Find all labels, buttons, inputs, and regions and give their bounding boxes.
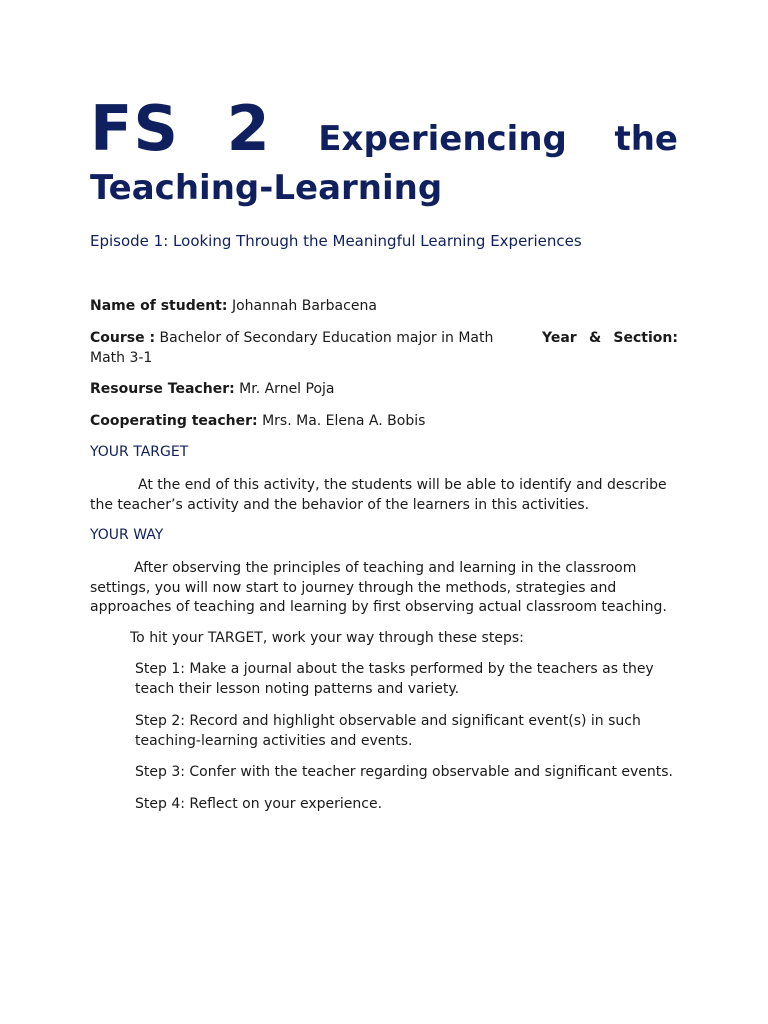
resource-teacher-value: Mr. Arnel Poja bbox=[239, 381, 335, 397]
course-label: Course : bbox=[90, 330, 156, 346]
episode-heading: Episode 1: Looking Through the Meaningful Learning Experiences bbox=[90, 232, 582, 250]
step-item bbox=[135, 795, 680, 815]
course-row bbox=[90, 329, 678, 368]
step-1-line-2: teach their lesson noting patterns and variety. bbox=[135, 680, 460, 697]
step-item bbox=[135, 712, 680, 751]
ampersand: & bbox=[588, 330, 602, 346]
resource-teacher-row bbox=[90, 380, 335, 400]
student-name-value: Johannah Barbacena bbox=[231, 298, 377, 314]
your-way-heading: YOUR WAY bbox=[90, 527, 164, 543]
year-section-value: Math 3-1 bbox=[90, 349, 153, 366]
title-number: 2 bbox=[226, 92, 271, 165]
your-target-heading: YOUR TARGET bbox=[90, 444, 189, 460]
step-4-line-1: Step 4: Reflect on your experience. bbox=[135, 796, 383, 812]
way-line-1: After observing the principles of teaching and learning in the classroom bbox=[134, 560, 637, 576]
resource-teacher-label: Resourse Teacher: bbox=[90, 381, 235, 397]
target-paragraph bbox=[90, 476, 670, 515]
step-2-line-1: Step 2: Record and highlight observable and significant event(s) in such bbox=[135, 713, 641, 729]
title-fs: FS bbox=[90, 92, 180, 165]
title-line-2: Teaching-Learning bbox=[90, 168, 443, 208]
year-section-label bbox=[542, 329, 678, 349]
step-item bbox=[135, 763, 680, 783]
step-2-line-2: teaching-learning activities and events. bbox=[135, 732, 413, 749]
steps-intro: To hit your TARGET, work your way through these steps: bbox=[130, 630, 524, 646]
document-title bbox=[90, 92, 678, 208]
target-line-1: At the end of this activity, the students will be able to identify and describe bbox=[138, 477, 667, 493]
course-value: Bachelor of Secondary Education major in Math bbox=[159, 330, 494, 346]
title-the: the bbox=[614, 119, 678, 159]
way-line-3: approaches of teaching and learning by first observing actual classroom teaching. bbox=[90, 599, 667, 615]
title-experiencing: Experiencing bbox=[318, 119, 567, 159]
way-paragraph bbox=[90, 559, 680, 618]
step-item bbox=[135, 660, 680, 699]
step-3-line-1: Step 3: Confer with the teacher regarding observable and significant events. bbox=[135, 764, 674, 780]
title-line-1 bbox=[90, 92, 678, 164]
cooperating-teacher-label: Cooperating teacher: bbox=[90, 413, 258, 429]
student-name-row bbox=[90, 297, 377, 317]
cooperating-teacher-row bbox=[90, 412, 425, 432]
step-1-line-1: Step 1: Make a journal about the tasks performed by the teachers as they bbox=[135, 661, 654, 677]
way-line-2: settings, you will now start to journey through the methods, strategies and bbox=[90, 579, 617, 596]
section-word: Section: bbox=[613, 330, 678, 346]
year-word: Year bbox=[542, 330, 577, 346]
target-line-2: the teacher’s activity and the behavior of the learners in this activities. bbox=[90, 496, 590, 513]
cooperating-teacher-value: Mrs. Ma. Elena A. Bobis bbox=[262, 413, 426, 429]
student-name-label: Name of student: bbox=[90, 298, 228, 314]
